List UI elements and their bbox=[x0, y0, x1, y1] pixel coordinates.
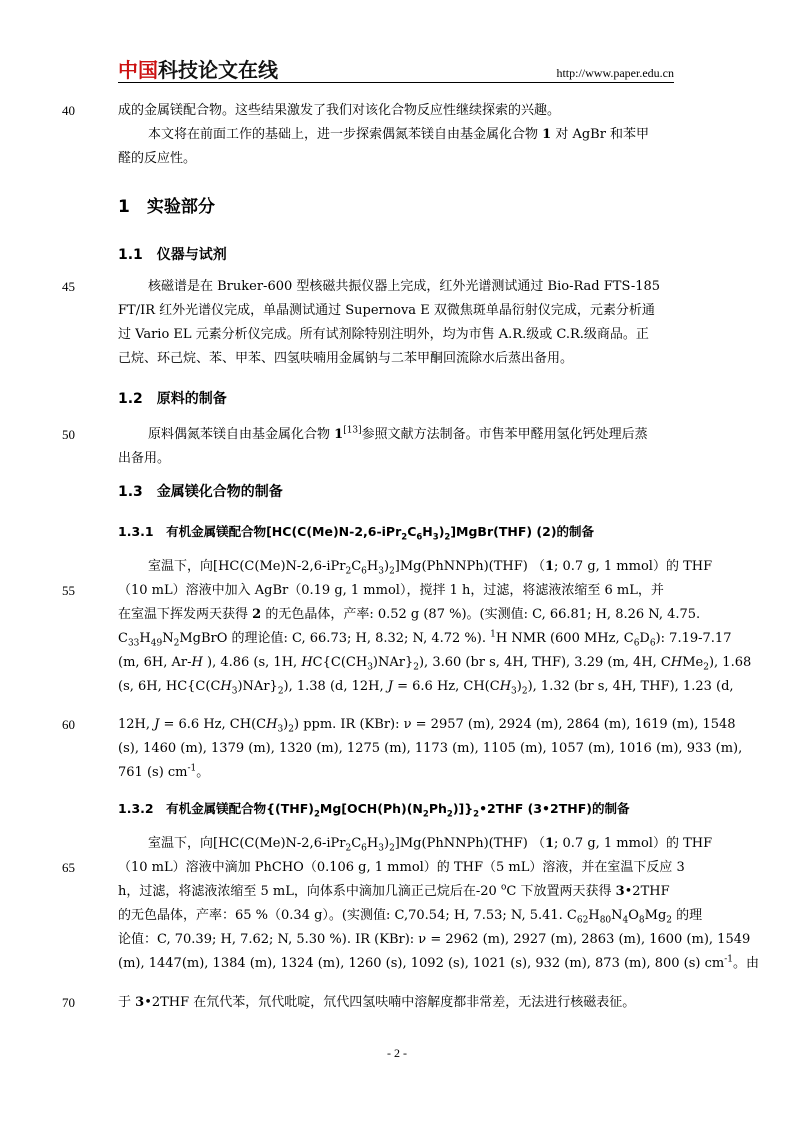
subsection-heading: 1.3 金属镁化合物的制备 bbox=[118, 484, 283, 500]
body-line: 出备用。 bbox=[118, 451, 171, 466]
body-line: （10 mL）溶液中加入 AgBr（0.19 g, 1 mmol），搅拌 1 h，过滤，将滤液浓缩至 6 mL，并 bbox=[118, 583, 664, 598]
line-number: 40 bbox=[62, 103, 75, 118]
body-line: 在室温下挥发两天获得 2 的无色晶体，产率: 0.52 g (87 %)。(实测值: C, 66.81; H, 8.26 N, 4.75. bbox=[118, 607, 701, 622]
body-line: (s), 1460 (m), 1379 (m), 1320 (m), 1275 (m), 1173 (m), 1105 (m), 1057 (m), 1016 (m), 933 (m), bbox=[118, 741, 743, 756]
body-line: (m), 1447(m), 1384 (m), 1324 (m), 1260 (s), 1092 (s), 1021 (s), 932 (m), 873 (m), 800 (s) $cm^{-1}$。由 bbox=[118, 954, 760, 971]
line-number: 70 bbox=[62, 995, 75, 1010]
page-number: - 2 - bbox=[387, 1046, 407, 1060]
body-line: 成的金属镁配合物。这些结果激发了我们对该化合物反应性继续探索的兴趣。 bbox=[118, 103, 561, 118]
body-line: 核磁谱是在 Bruker-600 型核磁共振仪器上完成，红外光谱测试通过 Bio-Rad FTS-185 bbox=[148, 279, 661, 294]
body-line: 761 (s) $cm^{-1}$。 bbox=[118, 763, 210, 780]
line-number: 65 bbox=[62, 860, 75, 875]
body-line: (s, 6H, $HC\{C(CH_3)NAr\}_2$), 1.38 (d, 12H, J = 6.6 Hz, $CH(CH_3)_2$), 1.32 (br s, 4H, THF), 1.23 (d, bbox=[118, 679, 734, 697]
body-line: 本文将在前面工作的基础上，进一步探索偶氮苯镁自由基金属化合物 1 对 AgBr 和苯甲 bbox=[148, 127, 650, 142]
body-line: 原料偶氮苯镁自由基金属化合物 1[13]参照文献方法制备。市售苯甲醛用氢化钙处理后蒸 bbox=[148, 425, 648, 442]
body-line: FT/IR 红外光谱仪完成，单晶测试通过 Supernova E 双微焦斑单晶衍射仪完成，元素分析通 bbox=[118, 303, 655, 318]
section-heading: 1 实验部分 bbox=[118, 197, 215, 217]
line-number: 60 bbox=[62, 717, 75, 732]
subsection-heading: 1.2 原料的制备 bbox=[118, 391, 227, 407]
line-number: 50 bbox=[62, 427, 75, 442]
header-rule bbox=[118, 82, 674, 83]
body-line: 室温下，向$[HC(C(Me)N-2,6-iPr_2C_6H_3)_2]Mg(PhNNPh)(THF)$ （1; 0.7 g, 1 mmol）的 THF bbox=[148, 559, 713, 577]
body-line: 室温下，向$[HC(C(Me)N-2,6-iPr_2C_6H_3)_2]Mg(PhNNPh)(THF)$ （1; 0.7 g, 1 mmol）的 THF bbox=[148, 836, 713, 854]
body-line: 己烷、环己烷、苯、甲苯、四氢呋喃用金属钠与二苯甲酮回流除水后蒸出备用。 bbox=[118, 351, 574, 366]
body-line: （10 mL）溶液中滴加 PhCHO（0.106 g, 1 mmol）的 THF（5 mL）溶液，并在室温下反应 3 bbox=[118, 860, 685, 875]
subsection-heading: 1.1 仪器与试剂 bbox=[118, 247, 227, 263]
line-number: 55 bbox=[62, 583, 75, 598]
body-line: 的无色晶体，产率：65 %（0.34 g）。(实测值: C,70.54; H, 7.53; N, 5.41. $C_{62}H_{80}N_4O_8Mg_2$ 的理 bbox=[118, 908, 703, 926]
line-number: 45 bbox=[62, 279, 75, 294]
body-line: h，过滤，将滤液浓缩至 5 mL，向体系中滴加几滴正己烷后在-20 $^o$C 下放置两天获得 3•2THF bbox=[118, 882, 670, 899]
subsubsection-heading: 1.3.2 有机金属镁配合物$\{(THF)_2Mg[OCH(Ph)(N_2Ph_2)]\}_2•2THF$ (3•2THF)的制备 bbox=[118, 801, 630, 820]
journal-logo: 中国科技论文在线 bbox=[118, 58, 278, 82]
body-line: $C_{33}H_{49}N_2MgBrO$ 的理论值: C, 66.73; H, 8.32; N, 4.72 %). $^1$H NMR (600 MHz, $C_6D_6$): 7.19-7.17 bbox=[118, 629, 732, 649]
subsubsection-heading: 1.3.1 有机金属镁配合物$[HC(C(Me)N-2,6-iPr_2C_6H_3)_2]MgBr(THF)$ (2)的制备 bbox=[118, 524, 595, 543]
page-header bbox=[118, 58, 674, 82]
body-line: 醛的反应性。 bbox=[118, 151, 197, 166]
body-line: 12H, J = 6.6 Hz, $CH(CH_3)_2$) ppm. IR (KBr): ν = 2957 (m), 2924 (m), 2864 (m), 1619 (m), 1548 bbox=[118, 717, 736, 735]
body-line: 论值：C, 70.39; H, 7.62; N, 5.30 %). IR (KBr): ν = 2962 (m), 2927 (m), 2863 (m), 1600 (m), 1549 bbox=[118, 932, 751, 947]
body-line: 过 Vario EL 元素分析仪完成。所有试剂除特别注明外，均为市售 A.R.级或 C.R.级商品。正 bbox=[118, 327, 649, 342]
body-line: (m, 6H, Ar-H ), 4.86 (s, 1H, $HC\{C(CH_3)NAr\}_2$), 3.60 (br s, 4H, THF), 3.29 (m, 4H, CHMe$_2$), 1.68 bbox=[118, 655, 752, 673]
header-url[interactable]: http://www.paper.edu.cn bbox=[556, 66, 674, 80]
body-line: 于 3•2THF 在氘代苯，氘代吡啶，氘代四氢呋喃中溶解度都非常差，无法进行核磁表征。 bbox=[118, 995, 636, 1010]
